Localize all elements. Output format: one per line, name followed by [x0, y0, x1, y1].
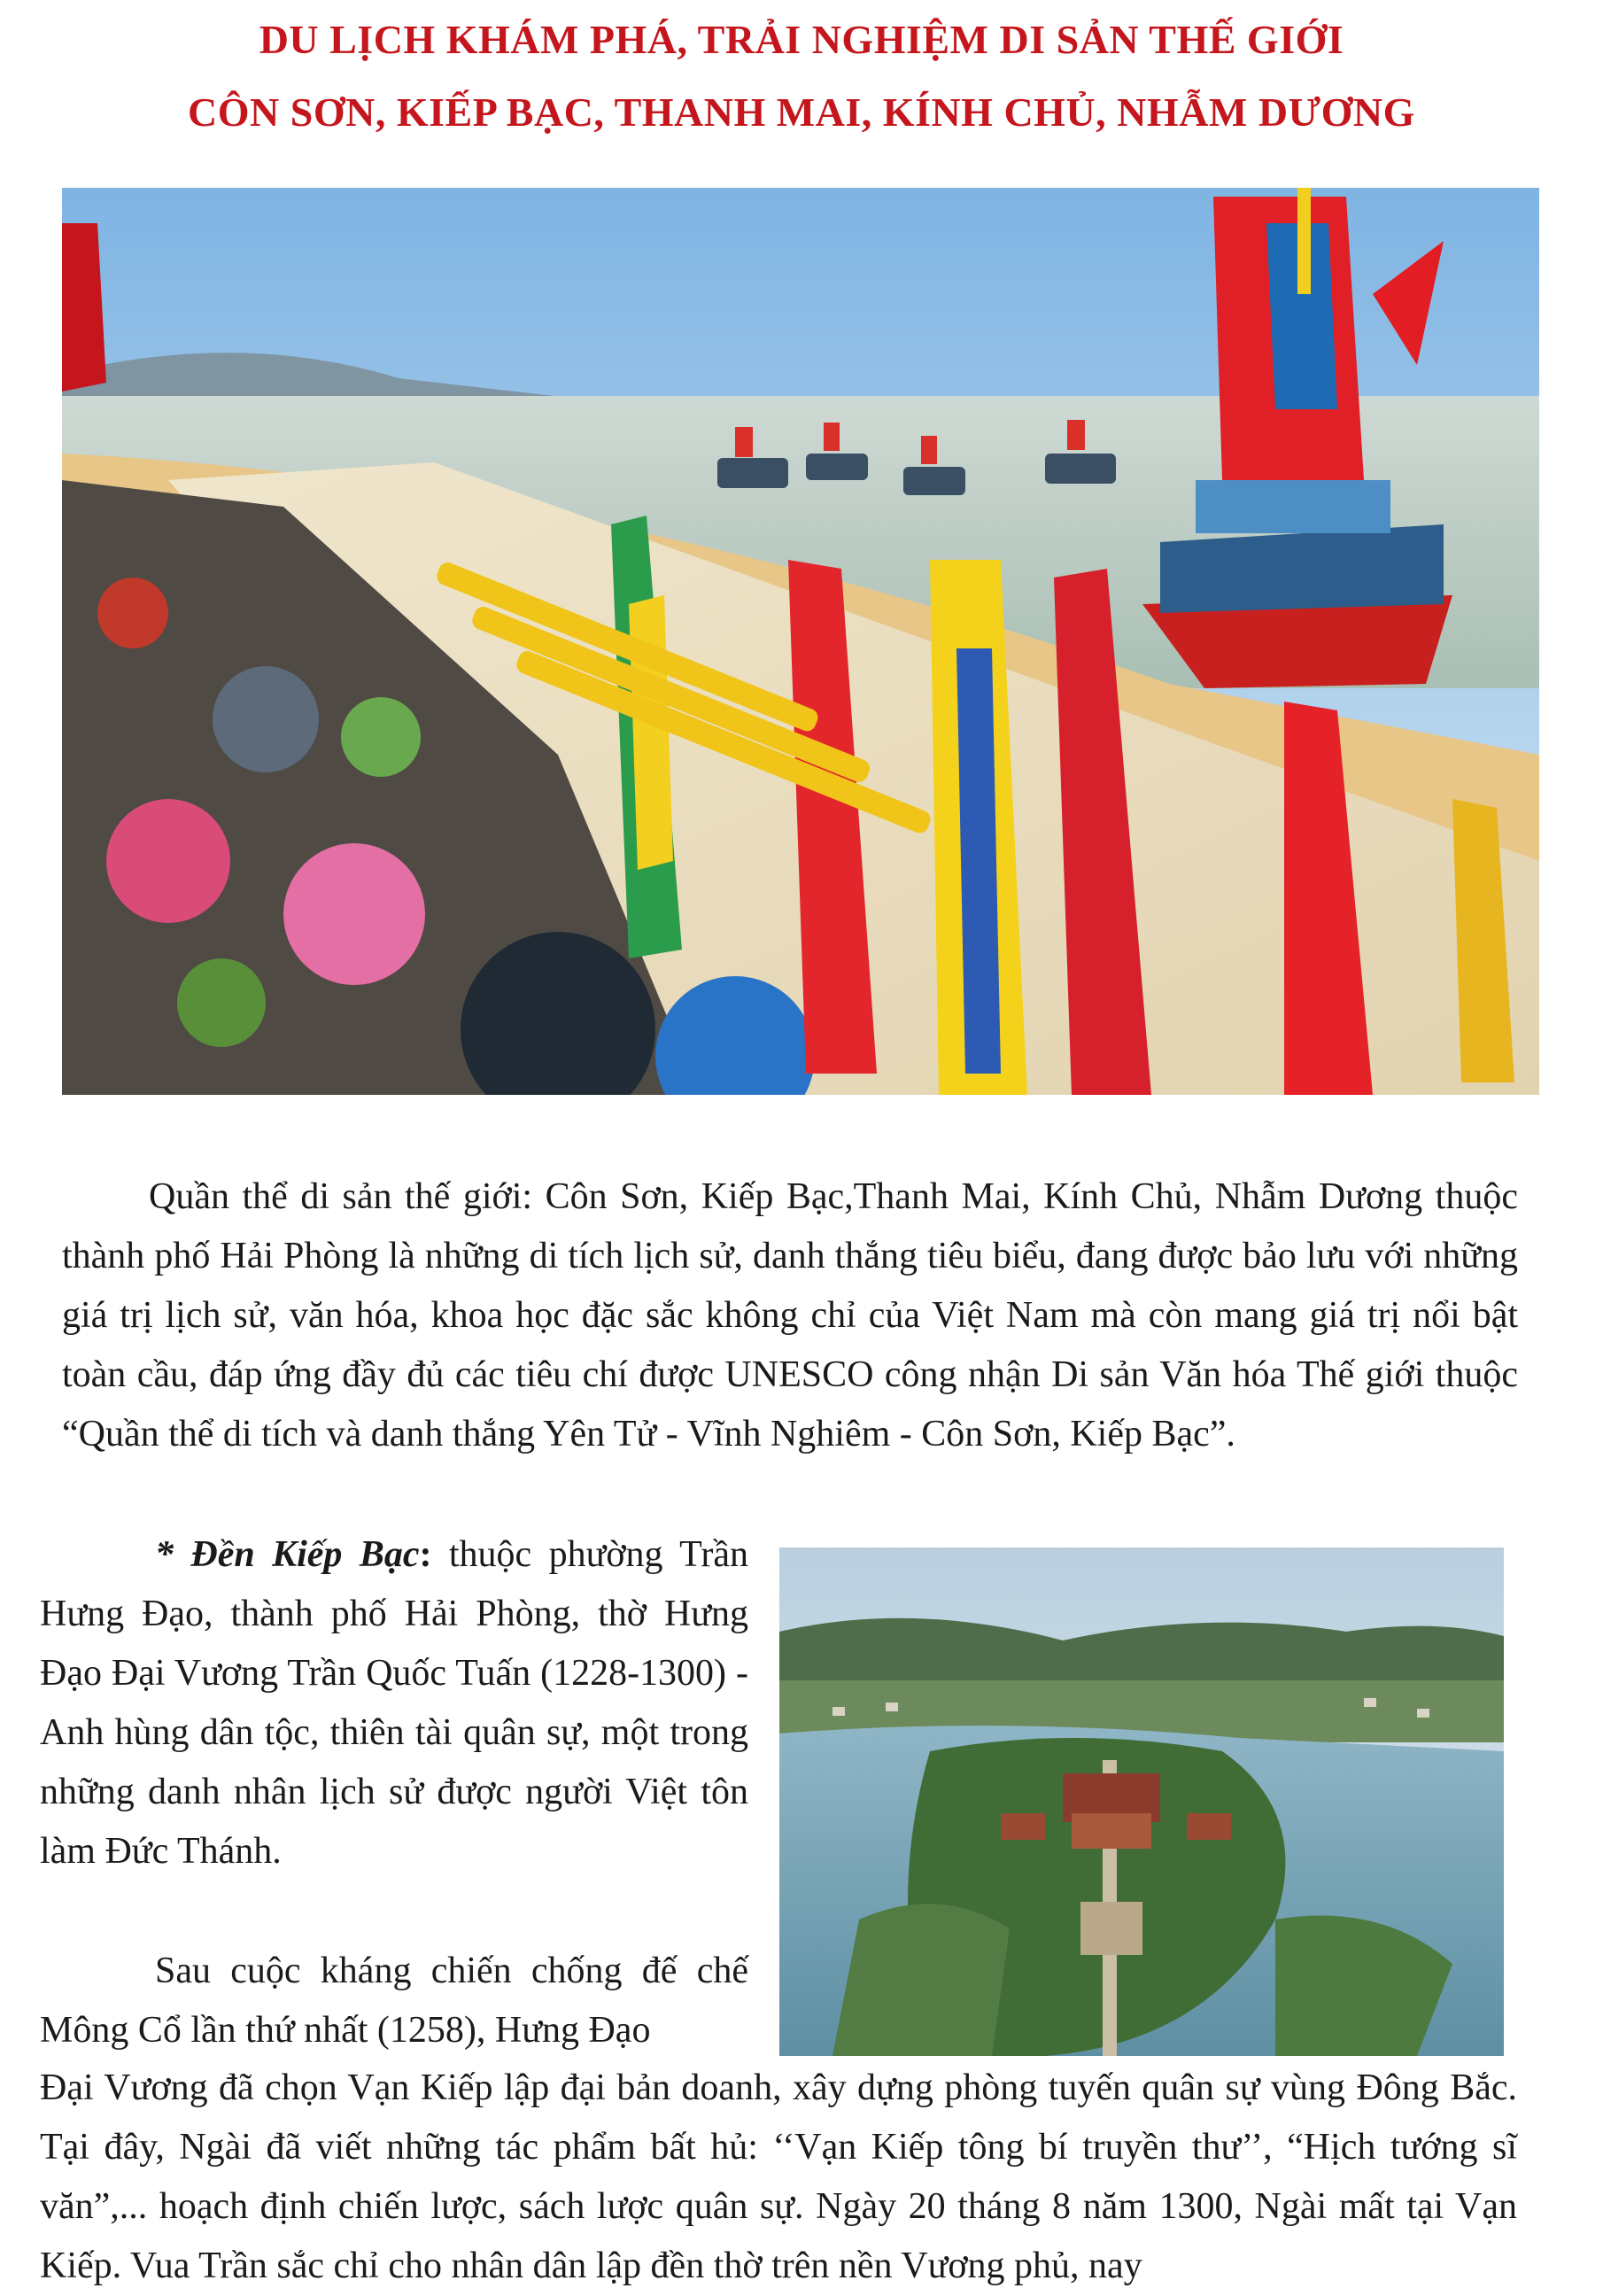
kiep-bac-heading-colon: : [419, 1534, 432, 1575]
page-title-line-2: CÔN SƠN, KIẾP BẠC, THANH MAI, KÍNH CHỦ, NHẪM DƯƠNG [188, 89, 1415, 135]
kiep-bac-text: thuộc phường Trần Hưng Đạo, thành phố Hải Phòng, thờ Hưng Đạo Đại Vương Trần Quốc Tuấn (1228-1300) - Anh hùng dân tộc, thiên tài quân sự, một trong những danh nhân lịch sử được người Việt tôn làm Đức Thánh. [40, 1534, 748, 1872]
intro-paragraph: Quần thể di sản thế giới: Côn Sơn, Kiếp Bạc,Thanh Mai, Kính Chủ, Nhẫm Dương thuộc thành phố Hải Phòng là những di tích lịch sử, danh thắng tiêu biểu, đang được bảo lưu với những giá trị lịch sử, văn hóa, khoa học đặc sắc không chỉ của Việt Nam mà còn mang giá trị nổi bật toàn cầu, đáp ứng đầy đủ các tiêu chí được UNESCO công nhận Di sản Văn hóa Thế giới thuộc “Quần thể di tích và danh thắng Yên Tử - Vĩnh Nghiêm - Côn Sơn, Kiếp Bạc”. [62, 1176, 1518, 1454]
kiep-bac-heading: * Đền Kiếp Bạc [155, 1534, 420, 1575]
kiep-bac-temple-aerial-photo [779, 1547, 1504, 2056]
kiep-bac-paragraph [40, 1525, 748, 1881]
history-paragraph-continued: Đại Vương đã chọn Vạn Kiếp lập đại bản doanh, xây dựng phòng tuyến quân sự vùng Đông Bắc. Tại đây, Ngài đã viết những tác phẩm bất hủ: ‘‘Vạn Kiếp tông bí truyền thư’’, “Hịch tướng sĩ văn”,... hoạch định chiến lược, sách lược quân sự. Ngày 20 tháng 8 năm 1300, Ngài mất tại Vạn Kiếp. Vua Trần sắc chỉ cho nhân dân lập đền thờ trên nền Vương phủ, nay [40, 2067, 1517, 2286]
history-paragraph-start: Sau cuộc kháng chiến chống đế chế Mông Cổ lần thứ nhất (1258), Hưng Đạo [40, 1951, 748, 2051]
page-title-line-1: DU LỊCH KHÁM PHÁ, TRẢI NGHIỆM DI SẢN THẾ GIỚI [259, 17, 1344, 62]
festival-procession-photo [62, 188, 1539, 1095]
